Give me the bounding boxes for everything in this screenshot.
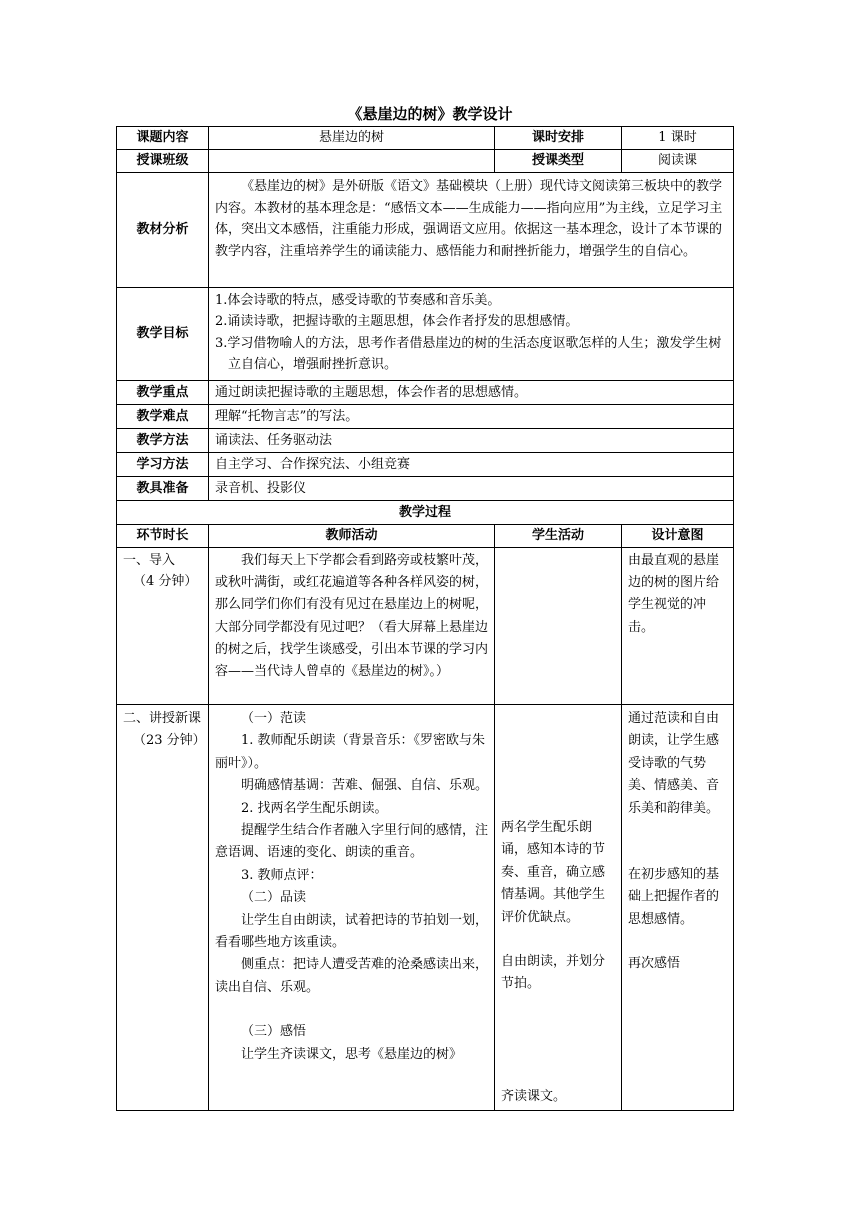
key-label: 教学重点: [117, 381, 209, 405]
goal-item: 1.体会诗歌的特点，感受诗歌的节奏感和音乐美。: [215, 293, 501, 308]
key-value: 通过朗读把握诗歌的主题思想，体会作者的思想感情。: [209, 381, 734, 405]
table-row: [117, 705, 734, 1111]
hours-value: 1 课时: [622, 127, 734, 150]
column-header: 环节时长: [117, 525, 209, 548]
teacher-step: 2. 找两名学生配乐朗读。: [241, 800, 388, 816]
student-activity: 自由朗读，并划分节拍。: [501, 954, 606, 992]
design-intent: 在初步感知的基础上把握作者的思想感情。: [628, 867, 720, 927]
column-header: 教师活动: [209, 525, 495, 548]
teach-method-value: 诵读法、任务驱动法: [209, 429, 734, 453]
teacher-step: 侧重点：把诗人遭受苦难的沧桑感读出来，读出自信、乐观。: [215, 957, 489, 995]
tools-value: 录音机、投影仪: [209, 477, 734, 501]
teacher-step: 让学生自由朗读，试着把诗的节拍划一划，看看哪些地方该重读。: [215, 912, 489, 951]
learn-method-value: 自主学习、合作探究法、小组竞赛: [209, 453, 734, 477]
type-value: 阅读课: [622, 150, 734, 173]
design-intent: 由最直观的悬崖边的树的图片给学生视觉的冲击。: [628, 553, 720, 635]
lesson-plan-table: [116, 126, 734, 1111]
teacher-step: 让学生齐读课文，思考《悬崖边的树》: [241, 1046, 463, 1062]
difficulty-label: 教学难点: [117, 405, 209, 429]
student-activity: 齐读课文。: [501, 1088, 567, 1104]
goal-item: 2.诵读诗歌，把握诗歌的主题思想，体会作者抒发的思想感情。: [215, 314, 579, 330]
table-row: [117, 548, 734, 705]
type-label: 授课类型: [495, 150, 622, 173]
teacher-activity: 我们每天上下学都会看到路旁或枝繁叶茂，或秋叶满街，或红花遍道等各种各样风姿的树，那么同学们你们有没有见过在悬崖边上的树呢，大部分同学都没有见过吧？（看大屏幕上悬崖边的树之后，找学生谈感受，引出本节课的学习内容——当代诗人曾卓的《悬崖边的树》。）: [215, 553, 489, 680]
teacher-step: （二）品读: [241, 890, 307, 906]
design-intent: 通过范读和自由朗读，让学生感受诗歌的气势美、情感美、音乐美和韵律美。: [628, 711, 720, 816]
topic-label: 课题内容: [117, 127, 209, 150]
teacher-step: 提醒学生结合作者融入字里行间的感情，注意语调、语速的变化、朗读的重音。: [215, 823, 489, 861]
teacher-step: 3. 教师点评：: [241, 867, 323, 883]
teach-method-label: 教学方法: [117, 429, 209, 453]
student-activity: [495, 548, 622, 705]
stage-name: 一、导入: [123, 553, 176, 568]
teacher-step: 明确感情基调：苦难、倔强、自信、乐观。: [241, 778, 489, 794]
goals-label: 教学目标: [117, 288, 209, 381]
difficulty-value: 理解“托物言志”的写法。: [209, 405, 734, 429]
class-value: [209, 150, 495, 173]
topic-value: 悬崖边的树: [209, 127, 495, 150]
teacher-step: 1. 教师配乐朗读（背景音乐：《罗密欧与朱丽叶》）。: [215, 733, 486, 771]
tools-label: 教具准备: [117, 477, 209, 501]
teacher-step: （一）范读: [241, 711, 307, 726]
hours-label: 课时安排: [495, 127, 622, 150]
learn-method-label: 学习方法: [117, 453, 209, 477]
document-title: 《悬崖边的树》教学设计: [347, 105, 513, 123]
analysis-text: 《悬崖边的树》是外研版《语文》基础模块（上册）现代诗文阅读第三板块中的教学内容。本教材的基本理念是：“感悟文本——生成能力——指向应用”为主线，立足学习主体，突出文本感悟，注重能力形成，强调语文应用。依据这一基本理念，设计了本节课的教学内容，注重培养学生的诵读能力、感悟能力和耐挫折能力，增强学生的自信心。: [215, 179, 723, 259]
process-heading: 教学过程: [117, 501, 734, 525]
stage-name: 二、讲授新课: [123, 711, 202, 726]
column-header: 设计意图: [622, 525, 734, 548]
teacher-step: （三）感悟: [241, 1024, 307, 1040]
class-label: 授课班级: [117, 150, 209, 173]
student-activity: 两名学生配乐朗诵，感知本诗的节奏、重音，确立感情基调。其他学生评价优缺点。: [501, 820, 606, 925]
stage-time: （4 分钟）: [133, 574, 198, 590]
column-header: 学生活动: [495, 525, 622, 548]
goal-item: 3.学习借物喻人的方法，思考作者借悬崖边的树的生活态度讴歌怎样的人生；激发学生树立自信心，增强耐挫折意识。: [215, 335, 722, 372]
analysis-label: 教材分析: [117, 173, 209, 288]
design-intent: 再次感悟: [628, 956, 681, 972]
stage-time: （23 分钟）: [133, 733, 206, 749]
